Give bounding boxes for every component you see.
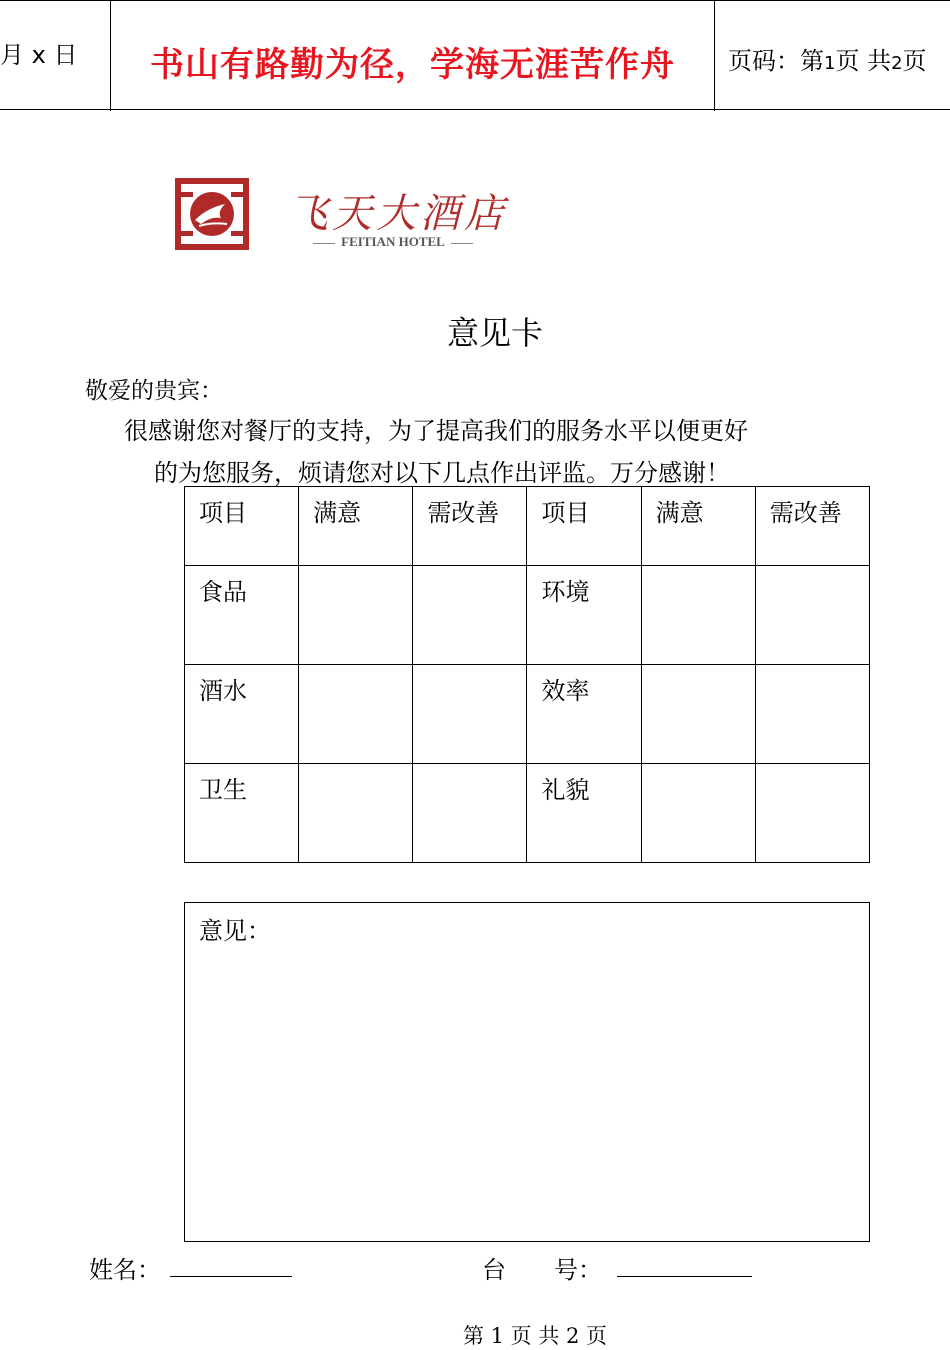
item-cell: 食品	[185, 566, 299, 665]
page-current: 1	[824, 53, 836, 74]
improve-checkbox-cell[interactable]	[755, 665, 869, 764]
page-suffix: 页	[902, 47, 927, 75]
header-cell-improve: 需改善	[413, 487, 527, 566]
table-row	[185, 566, 870, 665]
satisfied-checkbox-cell[interactable]	[641, 764, 755, 863]
satisfied-checkbox-cell[interactable]	[641, 566, 755, 665]
improve-checkbox-cell[interactable]	[755, 764, 869, 863]
hotel-logo-icon	[175, 178, 249, 254]
page-total: 2	[891, 53, 903, 74]
header-cell-item: 项目	[185, 487, 299, 566]
header-motto: 书山有路勤为径，学海无涯苦作舟	[150, 45, 675, 85]
opinion-label: 意见：	[199, 917, 271, 945]
page-title: 意见卡	[446, 314, 543, 352]
intro-text-line-1: 很感谢您对餐厅的支持，为了提高我们的服务水平以便更好	[124, 417, 748, 445]
satisfied-checkbox-cell[interactable]	[299, 665, 413, 764]
header-page-number	[728, 41, 927, 76]
satisfied-checkbox-cell[interactable]	[299, 764, 413, 863]
page-header	[0, 0, 950, 110]
page-prefix: 页码：第	[728, 47, 824, 75]
item-cell: 效率	[527, 665, 641, 764]
table-number-label: 台 号：	[482, 1256, 602, 1284]
page-mid: 页 共	[835, 47, 892, 75]
opinion-box[interactable]	[184, 902, 870, 1242]
item-cell: 礼貌	[527, 764, 641, 863]
table-row	[185, 665, 870, 764]
satisfied-checkbox-cell[interactable]	[299, 566, 413, 665]
table-number-field-line[interactable]	[617, 1276, 752, 1277]
item-cell: 环境	[527, 566, 641, 665]
intro-text-line-2: 的为您服务，烦请您对以下几点作出评监。万分感谢！	[154, 459, 730, 487]
improve-checkbox-cell[interactable]	[755, 566, 869, 665]
hotel-name-en: FEITIAN HOTEL	[298, 234, 488, 250]
improve-checkbox-cell[interactable]	[413, 665, 527, 764]
header-date: 月 x 日	[0, 41, 78, 69]
table-header-row	[185, 487, 870, 566]
table-row	[185, 764, 870, 863]
header-cell-improve: 需改善	[755, 487, 869, 566]
improve-checkbox-cell[interactable]	[413, 764, 527, 863]
greeting: 敬爱的贵宾：	[85, 378, 223, 404]
satisfied-checkbox-cell[interactable]	[641, 665, 755, 764]
page-footer: 第 1 页 共 2 页	[462, 1324, 608, 1348]
improve-checkbox-cell[interactable]	[413, 566, 527, 665]
header-cell-satisfied: 满意	[299, 487, 413, 566]
item-cell: 卫生	[185, 764, 299, 863]
hotel-name-cn: 飞天大酒店	[288, 191, 508, 237]
header-cell-satisfied: 满意	[641, 487, 755, 566]
header-cell-item: 项目	[527, 487, 641, 566]
name-field-line[interactable]	[170, 1276, 292, 1277]
name-label: 姓名：	[89, 1256, 161, 1284]
header-divider	[714, 1, 715, 111]
item-cell: 酒水	[185, 665, 299, 764]
rating-table	[184, 486, 870, 863]
